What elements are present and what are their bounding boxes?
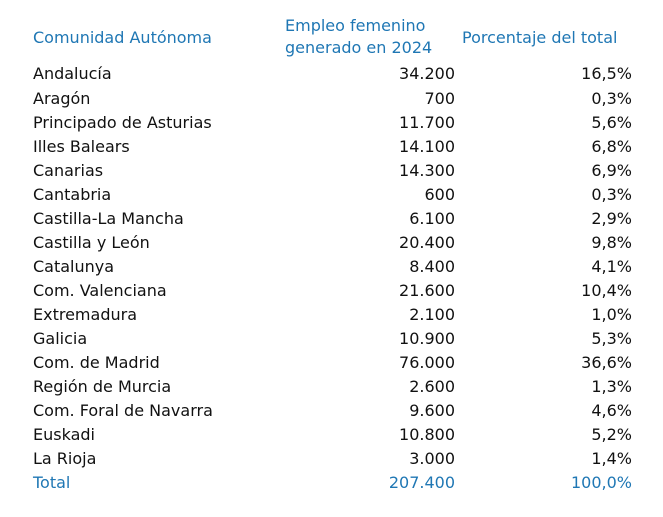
cell-empleo: 8.400 [409,257,455,276]
cell-porcentaje: 36,6% [581,353,632,372]
table-row [0,135,663,159]
cell-empleo: 11.700 [399,113,455,132]
table-row [0,231,663,255]
cell-empleo: 2.100 [409,305,455,324]
cell-porcentaje: 6,8% [591,137,632,156]
cell-region: La Rioja [33,449,97,468]
cell-empleo: 14.100 [399,137,455,156]
header-empleo-line1: Empleo femenino [285,16,426,35]
cell-region: Euskadi [33,425,95,444]
cell-empleo: 20.400 [399,233,455,252]
total-porcentaje: 100,0% [570,473,632,492]
cell-region: Castilla y León [33,233,150,252]
cell-region: Castilla-La Mancha [33,209,184,228]
cell-empleo: 14.300 [399,161,455,180]
table-row [0,111,663,135]
table-row [0,375,663,399]
table-row [0,351,663,375]
header-empleo-line2: generado en 2024 [285,38,433,57]
total-empleo: 207.400 [388,473,455,492]
table-row [0,327,663,351]
table-row [0,447,663,471]
table-row [0,207,663,231]
cell-region: Com. Foral de Navarra [33,401,213,420]
cell-porcentaje: 10,4% [581,281,632,300]
cell-porcentaje: 4,1% [591,257,632,276]
cell-empleo: 9.600 [409,401,455,420]
header-empleo [285,15,432,59]
cell-porcentaje: 6,9% [591,161,632,180]
cell-region: Com. de Madrid [33,353,160,372]
cell-porcentaje: 0,3% [591,89,632,108]
cell-region: Com. Valenciana [33,281,167,300]
table-row [0,159,663,183]
table-row [0,183,663,207]
cell-region: Aragón [33,89,91,108]
cell-empleo: 76.000 [399,353,455,372]
table-row [0,399,663,423]
cell-empleo: 6.100 [409,209,455,228]
table-row [0,279,663,303]
cell-porcentaje: 16,5% [581,64,632,83]
header-region: Comunidad Autónoma [33,28,212,47]
cell-region: Canarias [33,161,104,180]
header-porcentaje: Porcentaje del total [462,28,618,47]
table-body [0,61,663,495]
cell-porcentaje: 1,3% [591,377,632,396]
cell-region: Andalucía [33,64,112,83]
cell-porcentaje: 0,3% [591,185,632,204]
cell-porcentaje: 9,8% [591,233,632,252]
cell-region: Galicia [33,329,88,348]
cell-empleo: 21.600 [399,281,455,300]
cell-region: Cantabria [33,185,112,204]
cell-empleo: 700 [424,89,455,108]
table-row [0,303,663,327]
cell-empleo: 600 [424,185,455,204]
cell-region: Extremadura [33,305,137,324]
cell-region: Principado de Asturias [33,113,212,132]
cell-region: Illes Balears [33,137,130,156]
cell-region: Región de Murcia [33,377,172,396]
cell-porcentaje: 1,4% [591,449,632,468]
cell-porcentaje: 4,6% [591,401,632,420]
cell-porcentaje: 5,3% [591,329,632,348]
cell-porcentaje: 1,0% [591,305,632,324]
table-row [0,87,663,111]
table-header [0,0,663,62]
cell-empleo: 2.600 [409,377,455,396]
cell-empleo: 34.200 [399,64,455,83]
total-row [0,471,663,495]
table-row [0,255,663,279]
cell-porcentaje: 5,6% [591,113,632,132]
cell-empleo: 10.800 [399,425,455,444]
cell-empleo: 3.000 [409,449,455,468]
table-row [0,423,663,447]
table-row [0,61,663,87]
cell-porcentaje: 5,2% [591,425,632,444]
cell-porcentaje: 2,9% [591,209,632,228]
total-label: Total [33,473,71,492]
cell-empleo: 10.900 [399,329,455,348]
cell-region: Catalunya [33,257,115,276]
